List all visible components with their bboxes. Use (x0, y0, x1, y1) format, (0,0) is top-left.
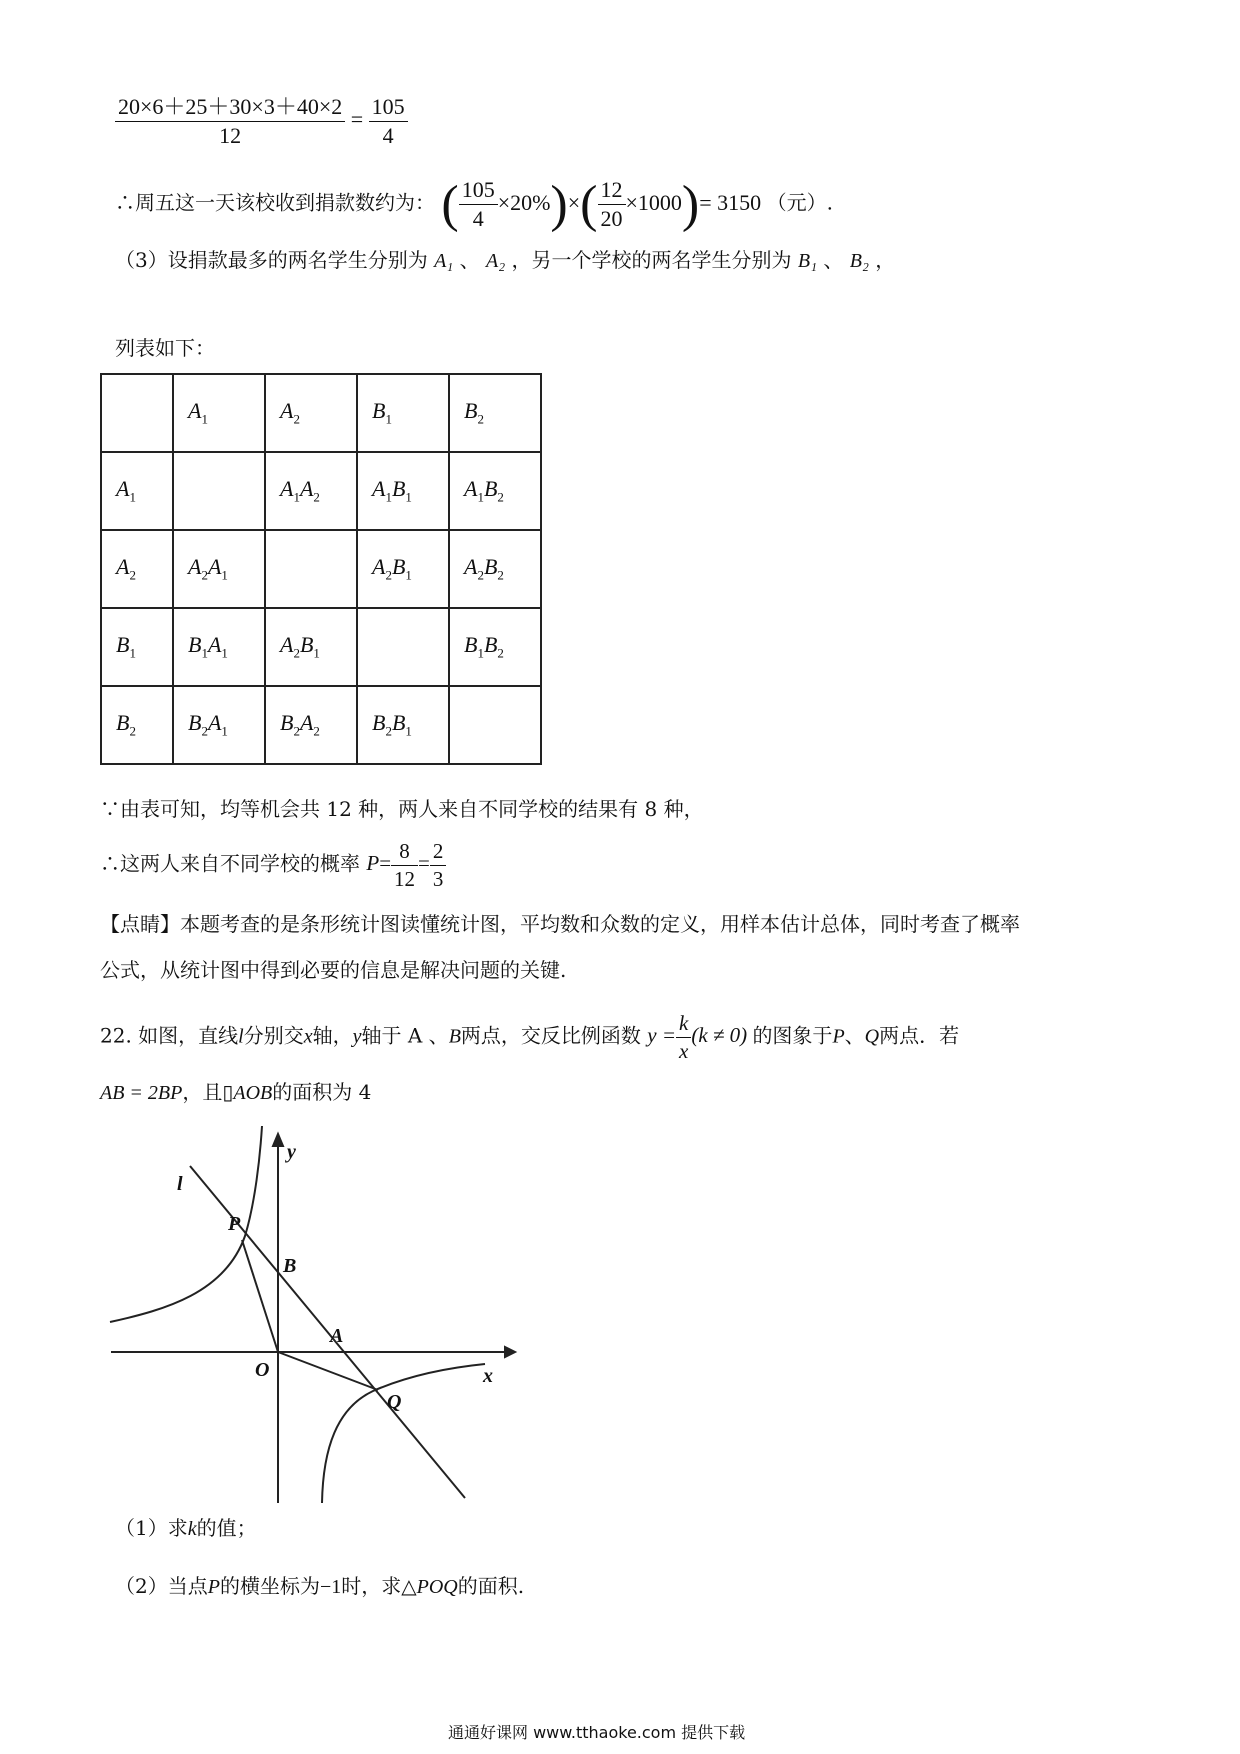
table-cell: $A_1B_1$ (357, 452, 449, 530)
table-cell (101, 374, 173, 452)
axis-x: x (303, 1025, 313, 1048)
point-q: Q (864, 1025, 880, 1048)
var-p: P (207, 1576, 220, 1598)
func-den: x (679, 1039, 689, 1064)
pf1-num: 8 (399, 839, 410, 863)
label-p: P (228, 1213, 241, 1235)
q22-text-c: 轴， (312, 1023, 353, 1048)
prob-fraction-1 (391, 840, 418, 891)
sub2-text-a: （2）当点 (115, 1574, 208, 1598)
table-cell: $B_2$ (101, 686, 173, 764)
func-condition: (k ≠ 0) (691, 1023, 748, 1048)
times-thousand: ×1000 (625, 189, 682, 215)
average-result-numerator: 105 (371, 94, 405, 119)
f2-denominator: 20 (600, 206, 623, 232)
sub1-text-b: 的值； (196, 1516, 257, 1540)
q22-text-b: 分别交 (243, 1023, 304, 1048)
table-cell: $A_2B_1$ (357, 530, 449, 608)
sub1-text-a: （1）求 (115, 1516, 188, 1540)
separator: 、 (459, 248, 480, 272)
table-cell: $B_2$ (449, 374, 541, 452)
equals-sign: = (379, 851, 392, 876)
hyperbola-branch-lower (322, 1364, 485, 1503)
table-cell: $B_1$ (357, 374, 449, 452)
table-cell: $A_1$ (101, 452, 173, 530)
label-q: Q (387, 1391, 402, 1413)
label-b: B (283, 1255, 297, 1277)
label-y: y (287, 1141, 296, 1163)
average-fraction (115, 95, 345, 148)
q22-text-d: 轴于 A 、 (361, 1023, 449, 1048)
friday-fraction-2 (598, 178, 626, 231)
label-a: A (330, 1325, 344, 1347)
f2-numerator: 12 (600, 177, 623, 202)
table-cell: $B_1A_1$ (173, 608, 265, 686)
label-l: l (177, 1173, 183, 1195)
separator: 、 (823, 248, 844, 272)
sub2-text-d: 的面积. (457, 1574, 525, 1598)
comment-line-1: 【点睛】本题考查的是条形统计图读懂统计图，平均数和众数的定义，用样本估计总体，同时考查了概率 (100, 912, 1020, 936)
table-row (101, 452, 541, 530)
friday-unit: （元）. (766, 190, 834, 215)
table-cell: $A_2B_1$ (265, 608, 357, 686)
friday-result: = 3150 (699, 189, 762, 215)
triangle-poq: △POQ (401, 1576, 458, 1598)
table-cell: $A_2$ (101, 530, 173, 608)
table-cell: $B_2B_1$ (357, 686, 449, 764)
average-numerator: 20×6＋25＋30×3＋40×2 (118, 94, 343, 119)
f1-denominator: 4 (472, 206, 484, 232)
triangle-aob: ▯AOB (222, 1082, 273, 1104)
table-cell: $A_2A_1$ (173, 530, 265, 608)
pf2-num: 2 (432, 839, 444, 863)
table-cell: $A_1$ (173, 374, 265, 452)
point-b: B (448, 1025, 461, 1048)
label-a1: A₁ (434, 250, 454, 272)
label-b1: B₁ (797, 250, 818, 272)
times-sign: × (567, 189, 581, 215)
sub2-text-c: 时，求 (341, 1574, 402, 1598)
outcome-table (100, 373, 542, 765)
table-cell: $A_2B_2$ (449, 530, 541, 608)
func-fraction (676, 1012, 691, 1063)
friday-prefix: ∴周五这一天该校收到捐款数约为： (115, 190, 435, 215)
sub-question-1 (115, 1514, 257, 1543)
part3-line (115, 246, 895, 275)
table-cell: $A_2$ (265, 374, 357, 452)
func-num: k (679, 1011, 689, 1035)
table-cell: $B_2A_2$ (265, 686, 357, 764)
table-cell (265, 530, 357, 608)
pf1-den: 12 (394, 867, 416, 892)
coordinate-figure (105, 1118, 525, 1508)
part3-text-1: （3）设捐款最多的两名学生分别为 (115, 248, 428, 272)
q22-text-i: 的面积为 4 (272, 1080, 372, 1104)
q22-line-1 (100, 1012, 959, 1063)
label-b2: B₂ (849, 250, 869, 272)
table-cell: $A_1A_2$ (265, 452, 357, 530)
ab-equation: AB = 2BP (100, 1082, 183, 1104)
probability-line (100, 840, 446, 891)
table-row (101, 530, 541, 608)
table-intro: 列表如下： (115, 336, 215, 360)
point-p: P (832, 1025, 845, 1048)
var-k: k (187, 1518, 197, 1540)
prob-p: P (366, 851, 380, 876)
table-cell (357, 608, 449, 686)
average-result-fraction (369, 95, 408, 148)
probability-prefix: ∴这两人来自不同学校的概率 (100, 851, 360, 876)
average-equation (115, 95, 408, 148)
q22-text-h: ，且 (182, 1080, 223, 1104)
friday-fraction-1 (459, 178, 498, 231)
f1-numerator: 105 (461, 177, 495, 202)
because-line: ∵由表可知，均等机会共 12 种，两人来自不同学校的结果有 8 种， (100, 797, 704, 821)
prob-fraction-2 (430, 840, 447, 891)
table-row (101, 608, 541, 686)
sub2-text-b: 的横坐标为 (219, 1574, 320, 1598)
comment-line-2: 公式，从统计图中得到必要的信息是解决问题的关键. (100, 958, 567, 982)
segment-oq (278, 1352, 378, 1390)
table-cell: $B_1B_2$ (449, 608, 541, 686)
label-x: x (483, 1365, 493, 1387)
page-footer: 通通好课网 www.tthaoke.com 提供下载 (448, 1723, 746, 1742)
equals-sign: = (350, 106, 364, 132)
table-cell: $A_1B_2$ (449, 452, 541, 530)
value-neg-one: −1 (319, 1576, 342, 1598)
x-axis-arrow (505, 1347, 515, 1357)
separator: 、 (844, 1023, 865, 1048)
q22-text-a: 22. 如图，直线 (100, 1023, 239, 1048)
label-a2: A₂ (485, 250, 506, 272)
average-denominator: 12 (219, 123, 242, 149)
table-cell: $B_1$ (101, 608, 173, 686)
table-header-row (101, 374, 541, 452)
q22-line-2 (100, 1078, 371, 1107)
func-lhs: y = (647, 1023, 677, 1048)
q22-text-e: 两点，交反比例函数 (460, 1023, 641, 1048)
y-axis-arrow (273, 1134, 283, 1146)
sub-question-2 (115, 1572, 524, 1601)
times-percent: ×20% (497, 189, 551, 215)
table-cell (173, 452, 265, 530)
friday-donation-line: ∴周五这一天该校收到捐款数约为： ( $\frac{105}{4}$ ×20%)×( $\frac{12}{20}$ ×1000)= 3150 （元）. (115, 175, 834, 233)
axis-y: y (352, 1025, 362, 1048)
part3-text-3: ， (875, 248, 896, 272)
q22-text-g: 两点．若 (879, 1023, 960, 1048)
table-row (101, 686, 541, 764)
table-cell: $B_2A_1$ (173, 686, 265, 764)
part3-text-2: ，另一个学校的两名学生分别为 (511, 248, 792, 272)
table-cell (449, 686, 541, 764)
line-l: l (238, 1025, 244, 1048)
q22-text-f: 的图象于 (752, 1023, 833, 1048)
segment-op (242, 1240, 278, 1352)
label-o: O (255, 1359, 270, 1381)
equals-sign: = (418, 851, 430, 876)
pf2-den: 3 (432, 867, 444, 892)
average-result-denominator: 4 (382, 123, 394, 149)
